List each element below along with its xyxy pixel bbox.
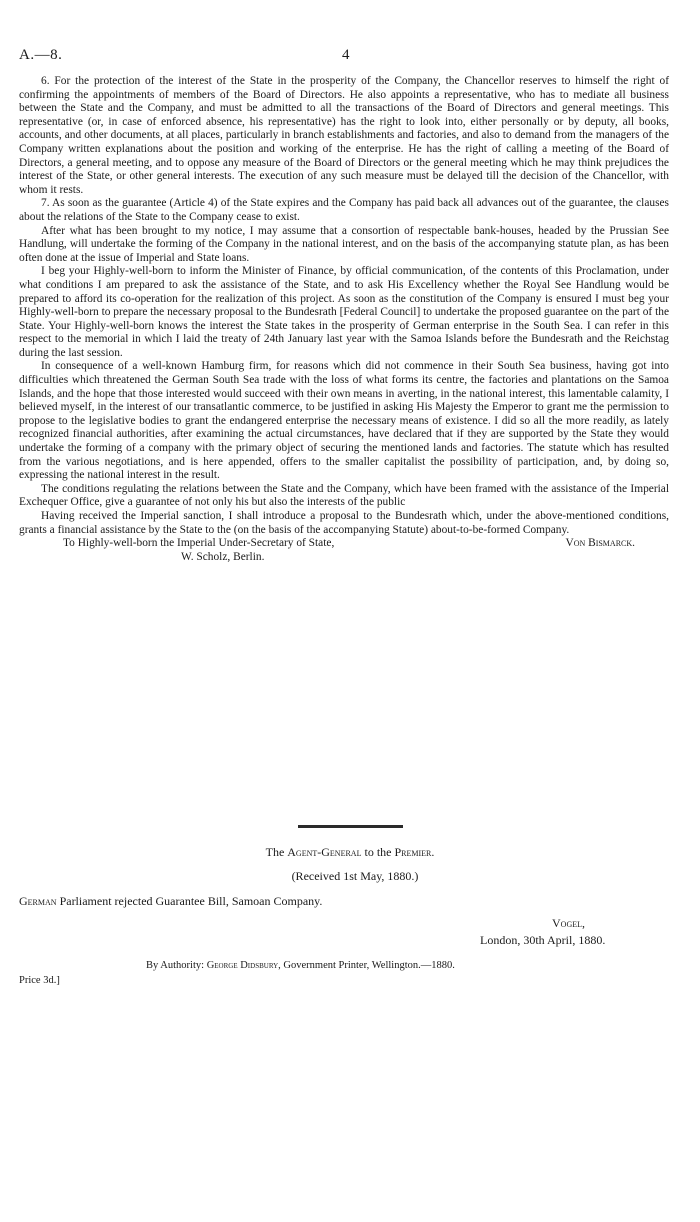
page-number: 4 xyxy=(342,47,350,63)
telegram-body xyxy=(19,894,322,909)
price-label: Price 3d.] xyxy=(19,975,60,986)
paragraph-finance-minister: I beg your Highly-well-born to inform the Minister of Finance, by official communication, of the contents of this Proclamation, under what conditions I am prepared to ask the assistance of the State, and to ask His Excellency whether the Royal See Handlung would be prepared to afford its co-operation for the realization of this project. As soon as the constitution of the Company is ensured I must beg your Highly-well-born to prepare the necessary proposal to the Bundesrath [Federal Council] to undertake the proposed guarantee on the part of the State. Your Highly-well-born knows the interest the State takes in the prosperity of German enterprise in the South Sea. I can refer in this respect to the memorial in which I laid the treaty of 24th January last year with the Samoa Islands before the Bundesrath and the Reichstag during the last session. xyxy=(19,265,669,359)
paragraph-hamburg-firm: In consequence of a well-known Hamburg firm, for reasons which did not commence in their South Sea business, having got into difficulties which threatened the German South Sea trade with the loss of what forms its centre, the factories and plantations on the Samoa Islands, and the hope that those interested would succeed with their own means in averting, in the national interest, this lamentable calamity, I believed myself, in the interest of our transatlantic commerce, to be justified in asking His Majesty the Emperor to grant me the permission to propose to the legislative bodies to grant the endangered enterprise the necessary means of existence. I did so all the more readily, as lately recognized financial authorities, after examining the actual circumstances, have declared that if they are supported by the State they would undertake the forming of a company with the primary object of securing the mentioned lands and factories. The statute which has resulted from the various negotiations, and is here appended, offers to the smaller capitalist the possibility of participation, and, by doing so, expressing the national interest in the result. xyxy=(19,360,669,482)
heading-mid: to the xyxy=(361,845,395,859)
letter-body xyxy=(19,75,669,564)
printer-name: George Didsbury xyxy=(206,960,279,971)
paper-reference: A.—8. xyxy=(19,47,63,63)
address-line-1: To Highly-well-born the Imperial Under-Secretary of State, xyxy=(63,537,335,550)
section-divider xyxy=(298,825,403,828)
authority-suffix: , Government Printer, Wellington.—1880. xyxy=(278,960,455,971)
paragraph-article-7: 7. As soon as the guarantee (Article 4) of the State expires and the Company has paid back all advances out of the guarantee, the clauses about the relations of the State to the Company cease to exist. xyxy=(19,197,669,223)
address-line-2: W. Scholz, Berlin. xyxy=(181,550,265,563)
telegram-signature: Vogel, xyxy=(552,916,585,930)
telegram-body-rest: Parliament rejected Guarantee Bill, Samoan Company. xyxy=(56,894,323,908)
authority-prefix: By Authority: xyxy=(146,960,207,971)
heading-prefix: The xyxy=(265,845,288,859)
heading-to: Premier. xyxy=(394,845,435,859)
paragraph-consortium: After what has been brought to my notice, I may assume that a consortion of respectable bank-houses, headed by the Prussian See Handlung, will undertake the forming of the Company in the national interest, and on the basis of the accompanying statute plan, as has been often done at the issue of Imperial and State loans. xyxy=(19,224,669,264)
telegram-place-date: London, 30th April, 1880. xyxy=(480,933,606,947)
closing-text: Having received the Imperial sanction, I shall introduce a proposal to the Bundesrath which, under the above-mentioned conditions, grants a financial assistance by the State to the (on the basis of the accompanying Statute) about-to-be-formed Company. xyxy=(19,510,669,536)
telegram-body-lead: German xyxy=(19,894,57,908)
paragraph-conditions: The conditions regulating the relations between the State and the Company, which have been framed with the assistance of the Imperial Exchequer Office, give a guarantee of not only his but also the interests of the public xyxy=(19,482,669,509)
printer-authority xyxy=(146,960,455,971)
heading-from: Agent-General xyxy=(287,845,362,859)
telegram-received: (Received 1st May, 1880.) xyxy=(291,869,419,883)
signature-bismarck: Von Bismarck. xyxy=(565,537,635,550)
paragraph-article-6: 6. For the protection of the interest of the State in the prosperity of the Company, the Chancellor reserves to himself the right of confirming the appointments of members of the Board of Directors. He also appoints a representative, who has to mediate all business between the State and the Company, and must be admitted to all the transactions of the Board of Directors and general meetings. This representative (or, in case of enforced absence, his representative) has the right to look into, either personally or by deputy, all books, accounts, and other documents, at all places, particularly in branch establishments and factories, and also to demand from the managers of the Company written explanations about the position and working of the enterprise. He has the right of calling a meeting of the Board of Directors, a general meeting, and to oppose any measure of the Board of Directors or the general meeting which he may think prejudices the interest of the State, or other general interests. The execution of any such measure must be delayed till the decision of the Chancellor, with whom it rests. xyxy=(19,75,669,196)
telegram-heading xyxy=(0,845,700,860)
